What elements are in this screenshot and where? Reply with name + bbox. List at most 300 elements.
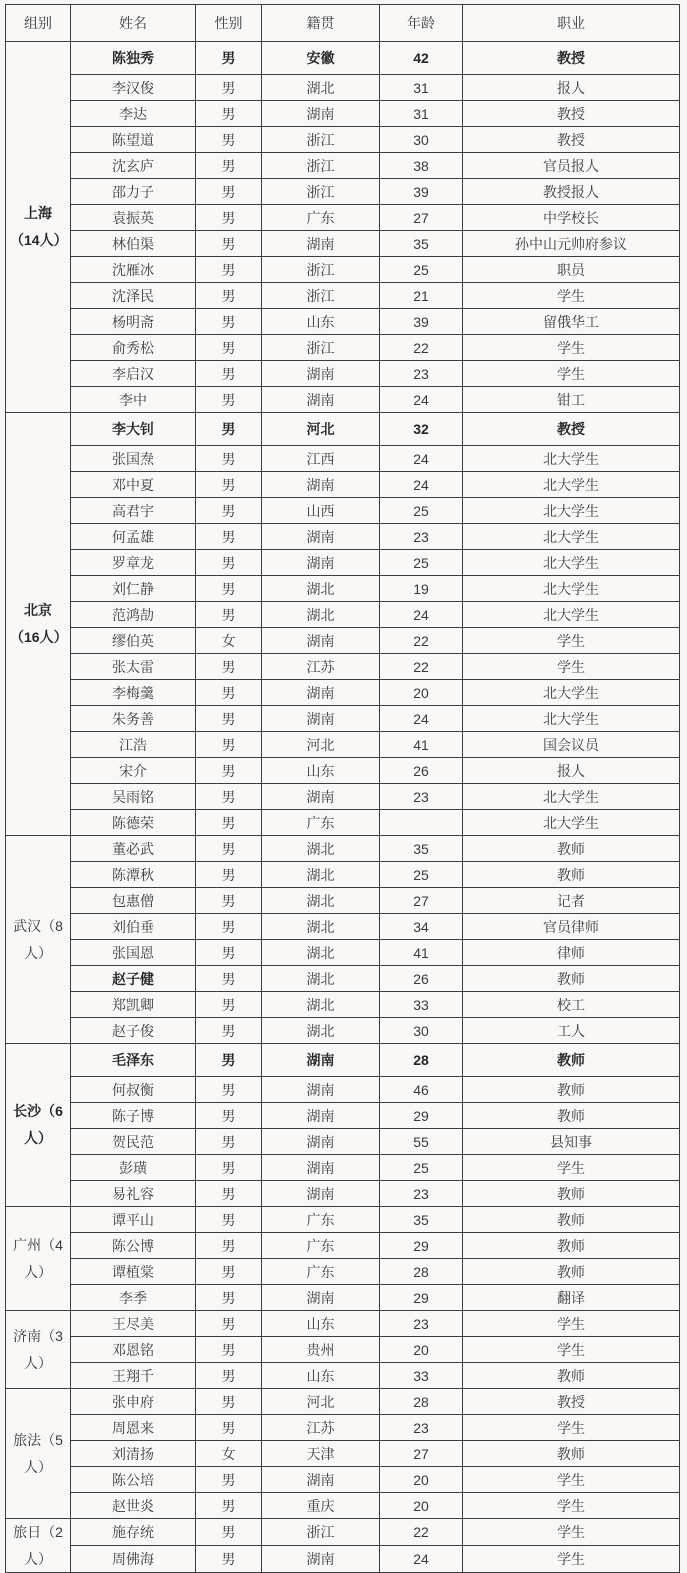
cell-gender: 男 bbox=[196, 1546, 262, 1573]
group-label: 广州（4人） bbox=[6, 1207, 71, 1311]
cell-gender: 男 bbox=[196, 231, 262, 257]
cell-origin: 山东 bbox=[262, 1311, 380, 1337]
cell-gender: 男 bbox=[196, 498, 262, 524]
table-row bbox=[6, 231, 680, 257]
cell-gender: 男 bbox=[196, 1285, 262, 1311]
cell-name: 周佛海 bbox=[71, 1546, 196, 1573]
table-row bbox=[6, 1389, 680, 1415]
cell-name: 杨明斋 bbox=[71, 309, 196, 335]
cell-origin: 河北 bbox=[262, 413, 380, 446]
cell-age: 41 bbox=[380, 732, 463, 758]
cell-origin: 湖北 bbox=[262, 966, 380, 992]
cell-age: 29 bbox=[380, 1233, 463, 1259]
table-row bbox=[6, 1467, 680, 1493]
cell-name: 陈公博 bbox=[71, 1233, 196, 1259]
table-row bbox=[6, 101, 680, 127]
cell-occupation: 北大学生 bbox=[463, 810, 680, 836]
cell-occupation: 学生 bbox=[463, 283, 680, 309]
cell-name: 谭植棠 bbox=[71, 1259, 196, 1285]
table-row bbox=[6, 127, 680, 153]
cell-name: 陈公培 bbox=[71, 1467, 196, 1493]
cell-origin: 湖南 bbox=[262, 628, 380, 654]
cell-origin: 湖南 bbox=[262, 784, 380, 810]
cell-age: 23 bbox=[380, 1311, 463, 1337]
cell-gender: 男 bbox=[196, 1207, 262, 1233]
cell-origin: 山西 bbox=[262, 498, 380, 524]
table-row bbox=[6, 810, 680, 836]
cell-name: 谭平山 bbox=[71, 1207, 196, 1233]
cell-occupation: 学生 bbox=[463, 1519, 680, 1546]
cell-age: 23 bbox=[380, 784, 463, 810]
cell-name: 李大钊 bbox=[71, 413, 196, 446]
cell-name: 林伯渠 bbox=[71, 231, 196, 257]
cell-gender: 男 bbox=[196, 680, 262, 706]
cell-name: 贺民范 bbox=[71, 1129, 196, 1155]
cell-age: 39 bbox=[380, 179, 463, 205]
cell-gender: 男 bbox=[196, 1259, 262, 1285]
cell-gender: 男 bbox=[196, 1415, 262, 1441]
table-row bbox=[6, 75, 680, 101]
cell-name: 高君宇 bbox=[71, 498, 196, 524]
cell-name: 王尽美 bbox=[71, 1311, 196, 1337]
cell-occupation: 报人 bbox=[463, 758, 680, 784]
table-row bbox=[6, 1077, 680, 1103]
cell-origin: 湖北 bbox=[262, 862, 380, 888]
cell-occupation: 孙中山元帅府参议 bbox=[463, 231, 680, 257]
table-header bbox=[6, 5, 680, 42]
cell-gender: 男 bbox=[196, 387, 262, 413]
cell-age: 22 bbox=[380, 335, 463, 361]
table-row bbox=[6, 1415, 680, 1441]
cell-origin: 湖南 bbox=[262, 524, 380, 550]
cell-origin: 广东 bbox=[262, 1207, 380, 1233]
cell-occupation: 教师 bbox=[463, 836, 680, 862]
cell-gender: 男 bbox=[196, 576, 262, 602]
column-header-name: 姓名 bbox=[71, 5, 196, 42]
column-header-gender: 性别 bbox=[196, 5, 262, 42]
cell-name: 吴雨铭 bbox=[71, 784, 196, 810]
cell-occupation: 教师 bbox=[463, 1207, 680, 1233]
cell-gender: 男 bbox=[196, 1337, 262, 1363]
cell-age: 33 bbox=[380, 1363, 463, 1389]
cell-age: 30 bbox=[380, 127, 463, 153]
cell-gender: 男 bbox=[196, 1181, 262, 1207]
cell-name: 张国恩 bbox=[71, 940, 196, 966]
cell-name: 赵子俊 bbox=[71, 1018, 196, 1044]
table-row bbox=[6, 862, 680, 888]
table-row bbox=[6, 1103, 680, 1129]
cell-gender: 男 bbox=[196, 446, 262, 472]
group-label: 上海（14人） bbox=[6, 42, 71, 413]
cell-occupation: 教授 bbox=[463, 413, 680, 446]
cell-occupation: 留俄华工 bbox=[463, 309, 680, 335]
cell-gender: 男 bbox=[196, 784, 262, 810]
cell-origin: 湖南 bbox=[262, 1103, 380, 1129]
cell-occupation: 工人 bbox=[463, 1018, 680, 1044]
cell-gender: 男 bbox=[196, 127, 262, 153]
cell-gender: 男 bbox=[196, 75, 262, 101]
cell-name: 宋介 bbox=[71, 758, 196, 784]
cell-age: 27 bbox=[380, 205, 463, 231]
cell-name: 李达 bbox=[71, 101, 196, 127]
cell-occupation: 北大学生 bbox=[463, 602, 680, 628]
cell-name: 何叔衡 bbox=[71, 1077, 196, 1103]
table-row bbox=[6, 784, 680, 810]
table-row bbox=[6, 1285, 680, 1311]
cell-occupation: 中学校长 bbox=[463, 205, 680, 231]
cell-name: 张申府 bbox=[71, 1389, 196, 1415]
cell-age: 35 bbox=[380, 1207, 463, 1233]
cell-age: 20 bbox=[380, 1493, 463, 1519]
cell-occupation: 教师 bbox=[463, 1103, 680, 1129]
cell-name: 郑凯卿 bbox=[71, 992, 196, 1018]
column-header-occupation: 职业 bbox=[463, 5, 680, 42]
table-row bbox=[6, 42, 680, 75]
cell-name: 李汉俊 bbox=[71, 75, 196, 101]
cell-age: 23 bbox=[380, 1181, 463, 1207]
table-row bbox=[6, 914, 680, 940]
cell-age: 35 bbox=[380, 231, 463, 257]
cell-origin: 湖南 bbox=[262, 361, 380, 387]
cell-occupation: 国会议员 bbox=[463, 732, 680, 758]
table-row bbox=[6, 387, 680, 413]
cell-name: 袁振英 bbox=[71, 205, 196, 231]
cell-age: 27 bbox=[380, 888, 463, 914]
cell-name: 刘清扬 bbox=[71, 1441, 196, 1467]
cell-gender: 男 bbox=[196, 992, 262, 1018]
cell-age: 31 bbox=[380, 75, 463, 101]
table-row bbox=[6, 1129, 680, 1155]
table-row bbox=[6, 602, 680, 628]
cell-occupation: 教授 bbox=[463, 127, 680, 153]
cell-origin: 湖南 bbox=[262, 1129, 380, 1155]
table-row bbox=[6, 940, 680, 966]
cell-origin: 湖南 bbox=[262, 1181, 380, 1207]
cell-occupation: 学生 bbox=[463, 1337, 680, 1363]
cell-age: 29 bbox=[380, 1285, 463, 1311]
cell-age: 20 bbox=[380, 680, 463, 706]
cell-occupation: 学生 bbox=[463, 1311, 680, 1337]
cell-occupation: 教师 bbox=[463, 966, 680, 992]
cell-gender: 男 bbox=[196, 309, 262, 335]
cell-occupation: 学生 bbox=[463, 361, 680, 387]
cell-gender: 男 bbox=[196, 472, 262, 498]
table-row bbox=[6, 498, 680, 524]
cell-name: 陈德荣 bbox=[71, 810, 196, 836]
cell-gender: 男 bbox=[196, 1077, 262, 1103]
cell-age: 26 bbox=[380, 966, 463, 992]
cell-age: 25 bbox=[380, 257, 463, 283]
cell-age: 19 bbox=[380, 576, 463, 602]
cell-occupation: 学生 bbox=[463, 1546, 680, 1573]
cell-occupation: 北大学生 bbox=[463, 550, 680, 576]
table-row bbox=[6, 361, 680, 387]
cell-occupation: 学生 bbox=[463, 1415, 680, 1441]
cell-origin: 浙江 bbox=[262, 153, 380, 179]
cell-gender: 男 bbox=[196, 550, 262, 576]
table-row bbox=[6, 576, 680, 602]
cell-origin: 湖南 bbox=[262, 1044, 380, 1077]
cell-age: 28 bbox=[380, 1259, 463, 1285]
table-row bbox=[6, 1311, 680, 1337]
cell-occupation: 校工 bbox=[463, 992, 680, 1018]
cell-origin: 湖北 bbox=[262, 940, 380, 966]
cell-gender: 男 bbox=[196, 283, 262, 309]
cell-occupation: 学生 bbox=[463, 1467, 680, 1493]
cell-origin: 江苏 bbox=[262, 1415, 380, 1441]
cell-age: 27 bbox=[380, 1441, 463, 1467]
group-label: 北京（16人） bbox=[6, 413, 71, 836]
cell-occupation: 教师 bbox=[463, 1233, 680, 1259]
cell-age: 20 bbox=[380, 1337, 463, 1363]
cell-name: 朱务善 bbox=[71, 706, 196, 732]
table-row bbox=[6, 706, 680, 732]
table-row bbox=[6, 153, 680, 179]
cell-gender: 男 bbox=[196, 1129, 262, 1155]
cell-gender: 男 bbox=[196, 966, 262, 992]
cell-age: 23 bbox=[380, 361, 463, 387]
cell-name: 陈独秀 bbox=[71, 42, 196, 75]
cell-origin: 广东 bbox=[262, 205, 380, 231]
cell-origin: 浙江 bbox=[262, 127, 380, 153]
cell-name: 俞秀松 bbox=[71, 335, 196, 361]
cell-gender: 男 bbox=[196, 361, 262, 387]
cell-occupation: 教授 bbox=[463, 42, 680, 75]
cell-name: 王翔千 bbox=[71, 1363, 196, 1389]
cell-occupation: 北大学生 bbox=[463, 706, 680, 732]
cell-occupation: 教师 bbox=[463, 1259, 680, 1285]
cell-occupation: 学生 bbox=[463, 1155, 680, 1181]
cell-origin: 湖北 bbox=[262, 836, 380, 862]
cell-occupation: 教师 bbox=[463, 1077, 680, 1103]
cell-age: 32 bbox=[380, 413, 463, 446]
cell-origin: 天津 bbox=[262, 1441, 380, 1467]
cell-occupation: 北大学生 bbox=[463, 472, 680, 498]
cell-age: 21 bbox=[380, 283, 463, 309]
cell-age: 24 bbox=[380, 446, 463, 472]
cell-occupation: 学生 bbox=[463, 335, 680, 361]
column-header-age: 年龄 bbox=[380, 5, 463, 42]
cell-name: 邓中夏 bbox=[71, 472, 196, 498]
cell-age: 24 bbox=[380, 1546, 463, 1573]
cell-age: 25 bbox=[380, 862, 463, 888]
table-row bbox=[6, 1493, 680, 1519]
cell-origin: 湖北 bbox=[262, 75, 380, 101]
cell-age: 29 bbox=[380, 1103, 463, 1129]
cell-age: 23 bbox=[380, 1415, 463, 1441]
cell-occupation: 北大学生 bbox=[463, 498, 680, 524]
cell-occupation: 教师 bbox=[463, 1181, 680, 1207]
cell-age: 24 bbox=[380, 706, 463, 732]
cell-name: 刘伯垂 bbox=[71, 914, 196, 940]
table-row bbox=[6, 654, 680, 680]
cell-gender: 男 bbox=[196, 153, 262, 179]
table-row bbox=[6, 680, 680, 706]
cell-gender: 男 bbox=[196, 1519, 262, 1546]
cell-origin: 河北 bbox=[262, 1389, 380, 1415]
table-row bbox=[6, 446, 680, 472]
table-row bbox=[6, 524, 680, 550]
cell-occupation: 学生 bbox=[463, 1493, 680, 1519]
table-row bbox=[6, 1546, 680, 1573]
cell-origin: 浙江 bbox=[262, 335, 380, 361]
cell-gender: 男 bbox=[196, 706, 262, 732]
cell-age: 22 bbox=[380, 628, 463, 654]
group-label: 旅日（2人） bbox=[6, 1519, 71, 1573]
cell-gender: 男 bbox=[196, 335, 262, 361]
column-header-origin: 籍贯 bbox=[262, 5, 380, 42]
cell-gender: 男 bbox=[196, 1493, 262, 1519]
cell-name: 赵世炎 bbox=[71, 1493, 196, 1519]
cell-occupation: 记者 bbox=[463, 888, 680, 914]
table-row bbox=[6, 1441, 680, 1467]
cell-name: 邓恩铭 bbox=[71, 1337, 196, 1363]
cell-origin: 湖北 bbox=[262, 992, 380, 1018]
cell-origin: 重庆 bbox=[262, 1493, 380, 1519]
cell-occupation: 教授 bbox=[463, 1389, 680, 1415]
cell-age: 25 bbox=[380, 1155, 463, 1181]
cell-gender: 女 bbox=[196, 1441, 262, 1467]
cell-occupation: 北大学生 bbox=[463, 576, 680, 602]
table-row bbox=[6, 758, 680, 784]
cell-name: 沈玄庐 bbox=[71, 153, 196, 179]
cell-gender: 男 bbox=[196, 413, 262, 446]
cell-gender: 男 bbox=[196, 524, 262, 550]
cell-occupation: 学生 bbox=[463, 654, 680, 680]
cell-origin: 河北 bbox=[262, 732, 380, 758]
cell-origin: 山东 bbox=[262, 309, 380, 335]
cell-name: 邵力子 bbox=[71, 179, 196, 205]
cell-origin: 湖南 bbox=[262, 101, 380, 127]
table-row bbox=[6, 179, 680, 205]
cell-gender: 男 bbox=[196, 888, 262, 914]
table-row bbox=[6, 205, 680, 231]
cell-occupation: 北大学生 bbox=[463, 680, 680, 706]
cell-name: 沈泽民 bbox=[71, 283, 196, 309]
cell-occupation: 职员 bbox=[463, 257, 680, 283]
table-row bbox=[6, 1018, 680, 1044]
cell-age: 30 bbox=[380, 1018, 463, 1044]
cell-age: 42 bbox=[380, 42, 463, 75]
cell-name: 李梅羹 bbox=[71, 680, 196, 706]
cell-age: 20 bbox=[380, 1467, 463, 1493]
cell-age: 38 bbox=[380, 153, 463, 179]
cell-name: 李启汉 bbox=[71, 361, 196, 387]
cell-occupation: 教师 bbox=[463, 1441, 680, 1467]
cell-origin: 江苏 bbox=[262, 654, 380, 680]
cell-age: 24 bbox=[380, 387, 463, 413]
cell-origin: 安徽 bbox=[262, 42, 380, 75]
table-row bbox=[6, 413, 680, 446]
cell-occupation: 律师 bbox=[463, 940, 680, 966]
cell-name: 赵子健 bbox=[71, 966, 196, 992]
cell-origin: 湖南 bbox=[262, 550, 380, 576]
cell-origin: 湖北 bbox=[262, 602, 380, 628]
cell-gender: 男 bbox=[196, 1018, 262, 1044]
table-row bbox=[6, 732, 680, 758]
cell-name: 陈子博 bbox=[71, 1103, 196, 1129]
cell-name: 江浩 bbox=[71, 732, 196, 758]
cell-name: 缪伯英 bbox=[71, 628, 196, 654]
cell-name: 范鸿劼 bbox=[71, 602, 196, 628]
cell-gender: 男 bbox=[196, 101, 262, 127]
cell-age: 31 bbox=[380, 101, 463, 127]
cell-origin: 广东 bbox=[262, 1259, 380, 1285]
cell-age: 34 bbox=[380, 914, 463, 940]
cell-age: 22 bbox=[380, 654, 463, 680]
cell-gender: 男 bbox=[196, 602, 262, 628]
table-row bbox=[6, 472, 680, 498]
cell-occupation: 北大学生 bbox=[463, 524, 680, 550]
cell-gender: 男 bbox=[196, 257, 262, 283]
cell-age: 23 bbox=[380, 524, 463, 550]
cell-age: 55 bbox=[380, 1129, 463, 1155]
cell-age: 39 bbox=[380, 309, 463, 335]
cell-occupation: 钳工 bbox=[463, 387, 680, 413]
cell-gender: 男 bbox=[196, 179, 262, 205]
cell-origin: 山东 bbox=[262, 758, 380, 784]
cell-origin: 广东 bbox=[262, 810, 380, 836]
cell-gender: 女 bbox=[196, 628, 262, 654]
cell-name: 沈雁冰 bbox=[71, 257, 196, 283]
cell-gender: 男 bbox=[196, 1233, 262, 1259]
cell-occupation: 学生 bbox=[463, 628, 680, 654]
cell-origin: 广东 bbox=[262, 1233, 380, 1259]
table-row bbox=[6, 1233, 680, 1259]
cell-occupation: 教授报人 bbox=[463, 179, 680, 205]
cell-origin: 浙江 bbox=[262, 257, 380, 283]
cell-name: 陈潭秋 bbox=[71, 862, 196, 888]
cell-origin: 湖南 bbox=[262, 680, 380, 706]
cell-gender: 男 bbox=[196, 205, 262, 231]
cell-origin: 浙江 bbox=[262, 1519, 380, 1546]
table-row bbox=[6, 1181, 680, 1207]
cell-age: 24 bbox=[380, 472, 463, 498]
cell-occupation: 县知事 bbox=[463, 1129, 680, 1155]
cell-age: 24 bbox=[380, 602, 463, 628]
cell-origin: 湖南 bbox=[262, 1285, 380, 1311]
cell-occupation: 翻译 bbox=[463, 1285, 680, 1311]
cell-origin: 湖南 bbox=[262, 1467, 380, 1493]
table-row bbox=[6, 992, 680, 1018]
cell-origin: 湖南 bbox=[262, 1155, 380, 1181]
table-row bbox=[6, 550, 680, 576]
cell-origin: 湖北 bbox=[262, 576, 380, 602]
cell-gender: 男 bbox=[196, 654, 262, 680]
table-row bbox=[6, 1519, 680, 1546]
cell-age: 25 bbox=[380, 550, 463, 576]
cell-origin: 湖北 bbox=[262, 888, 380, 914]
cell-gender: 男 bbox=[196, 758, 262, 784]
table-row bbox=[6, 257, 680, 283]
cell-age: 28 bbox=[380, 1389, 463, 1415]
cell-name: 毛泽东 bbox=[71, 1044, 196, 1077]
cell-name: 彭璜 bbox=[71, 1155, 196, 1181]
cell-gender: 男 bbox=[196, 1389, 262, 1415]
cell-gender: 男 bbox=[196, 1155, 262, 1181]
cell-gender: 男 bbox=[196, 732, 262, 758]
cell-origin: 湖北 bbox=[262, 1018, 380, 1044]
cell-name: 张太雷 bbox=[71, 654, 196, 680]
cell-age: 33 bbox=[380, 992, 463, 1018]
cell-gender: 男 bbox=[196, 862, 262, 888]
cell-gender: 男 bbox=[196, 1044, 262, 1077]
cell-occupation: 报人 bbox=[463, 75, 680, 101]
cell-occupation: 教师 bbox=[463, 1363, 680, 1389]
table-body bbox=[6, 42, 680, 1573]
table-row bbox=[6, 836, 680, 862]
cell-occupation: 北大学生 bbox=[463, 784, 680, 810]
